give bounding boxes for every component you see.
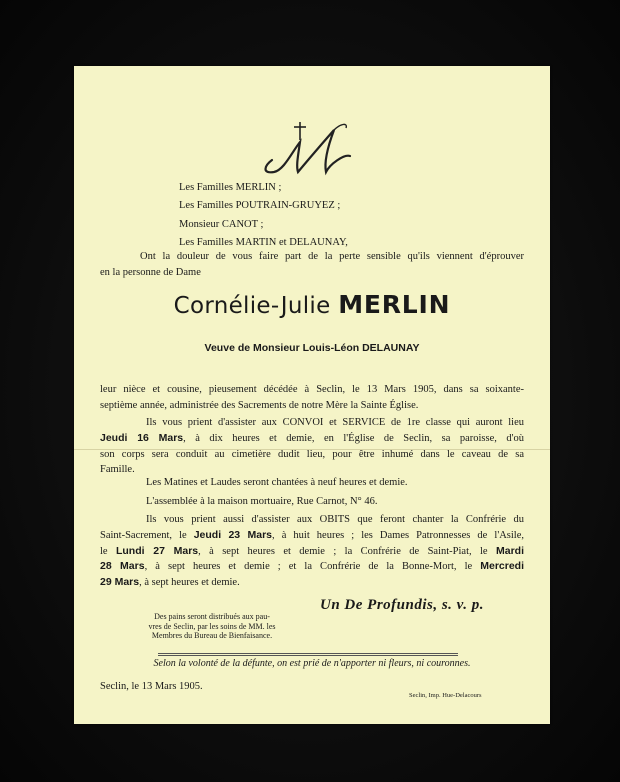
convoi-line: Famille. <box>100 464 135 476</box>
obit-date: Lundi 27 Mars <box>115 544 199 557</box>
death-paragraph <box>100 382 524 414</box>
convoi-line: Ils vous prient d'assister aux CONVOI et SERVICE de 1re classe qui auront lieu <box>146 417 524 428</box>
obits-line <box>100 559 524 575</box>
obit-date: 28 Mars <box>100 560 145 573</box>
deceased-name <box>74 290 550 319</box>
family-line: Les Familles MARTIN et DELAUNAY, <box>179 236 348 248</box>
latin-cross-icon <box>294 122 306 140</box>
convoi-line <box>100 431 524 447</box>
obits-text: , à sept heures et demie. <box>139 577 240 589</box>
obit-date: 29 Mars <box>100 576 140 589</box>
obits-line <box>100 528 524 544</box>
deceased-surname: MERLIN <box>338 290 451 319</box>
obits-line: Ils vous prient aussi d'assister aux OBITS que feront chanter la Confrérie du <box>146 514 524 525</box>
bread-note-line: Des pains seront distribués aux pau- <box>154 612 270 621</box>
intro-paragraph <box>100 249 524 281</box>
printer-imprint: Seclin, Imp. Hue-Delacours <box>409 692 482 699</box>
obits-text: , à sept heures et demie ; et la Confrérie de la Bonne-Mort, le <box>144 561 481 573</box>
funeral-date: Jeudi 16 Mars <box>100 431 184 444</box>
obits-text: Saint-Sacrement, le <box>100 529 194 541</box>
divider <box>158 655 458 656</box>
obits-text: , à huit heures ; les Dames Patronnesses de l'Asile, <box>272 529 524 541</box>
family-line: Les Familles MERLIN ; <box>179 182 282 193</box>
funeral-notice-card <box>74 66 550 724</box>
obits-text: , à sept heures et demie ; la Confrérie de Saint-Piat, le <box>198 545 496 557</box>
obit-date: Mardi <box>496 544 525 557</box>
obits-line <box>100 544 524 560</box>
matines-text: Les Matines et Laudes seront chantées à neuf heures et demie. <box>146 477 408 488</box>
divider <box>158 653 458 654</box>
death-line: septième année, administrée des Sacrements de notre Mère la Sainte Église. <box>100 399 419 411</box>
intro-line: en la personne de Dame <box>100 266 201 278</box>
obit-date: Mercredi <box>480 560 525 573</box>
family-line: Les Familles POUTRAIN-GRUYEZ ; <box>179 200 341 212</box>
bread-distribution-note <box>132 612 292 641</box>
assemblee-line <box>146 494 526 510</box>
place-and-date: Seclin, le 13 Mars 1905. <box>100 681 203 692</box>
intro-line: Ont la douleur de vous faire part de la perte sensible qu'ils viennent d'éprouver <box>140 251 524 262</box>
monogram-m <box>254 116 374 176</box>
obits-line <box>100 575 524 591</box>
convoi-paragraph <box>100 415 524 478</box>
obits-paragraph <box>100 512 524 591</box>
death-line: leur nièce et cousine, pieusement décédée à Seclin, le 13 Mars 1905, dans sa soixante- <box>100 384 524 395</box>
family-list <box>179 179 348 252</box>
family-line: Monsieur CANOT ; <box>179 218 264 230</box>
deceased-given-names: Cornélie-Julie <box>173 293 331 319</box>
de-profundis: Un De Profundis, s. v. p. <box>320 597 485 613</box>
matines-line <box>146 475 526 491</box>
bread-note-line: vres de Seclin, par les soins de MM. les <box>148 621 276 631</box>
widow-of-line: Veuve de Monsieur Louis-Léon DELAUNAY <box>204 342 420 354</box>
obit-date: Jeudi 23 Mars <box>193 528 273 541</box>
no-flowers-request: Selon la volonté de la défunte, on est prié de n'apporter ni fleurs, ni couronnes. <box>153 658 471 669</box>
convoi-text: , à dix heures et demie, en l'Église de Seclin, sa paroisse, d'où <box>183 432 524 444</box>
obits-text: le <box>100 545 116 557</box>
bread-note-line: Membres du Bureau de Bienfaisance. <box>151 631 273 640</box>
convoi-line: son corps sera conduit au cimetière dudit lieu, pour être inhumé dans le caveau de sa <box>100 448 524 460</box>
assemblee-text: L'assemblée à la maison mortuaire, Rue Carnot, N° 46. <box>146 496 378 507</box>
